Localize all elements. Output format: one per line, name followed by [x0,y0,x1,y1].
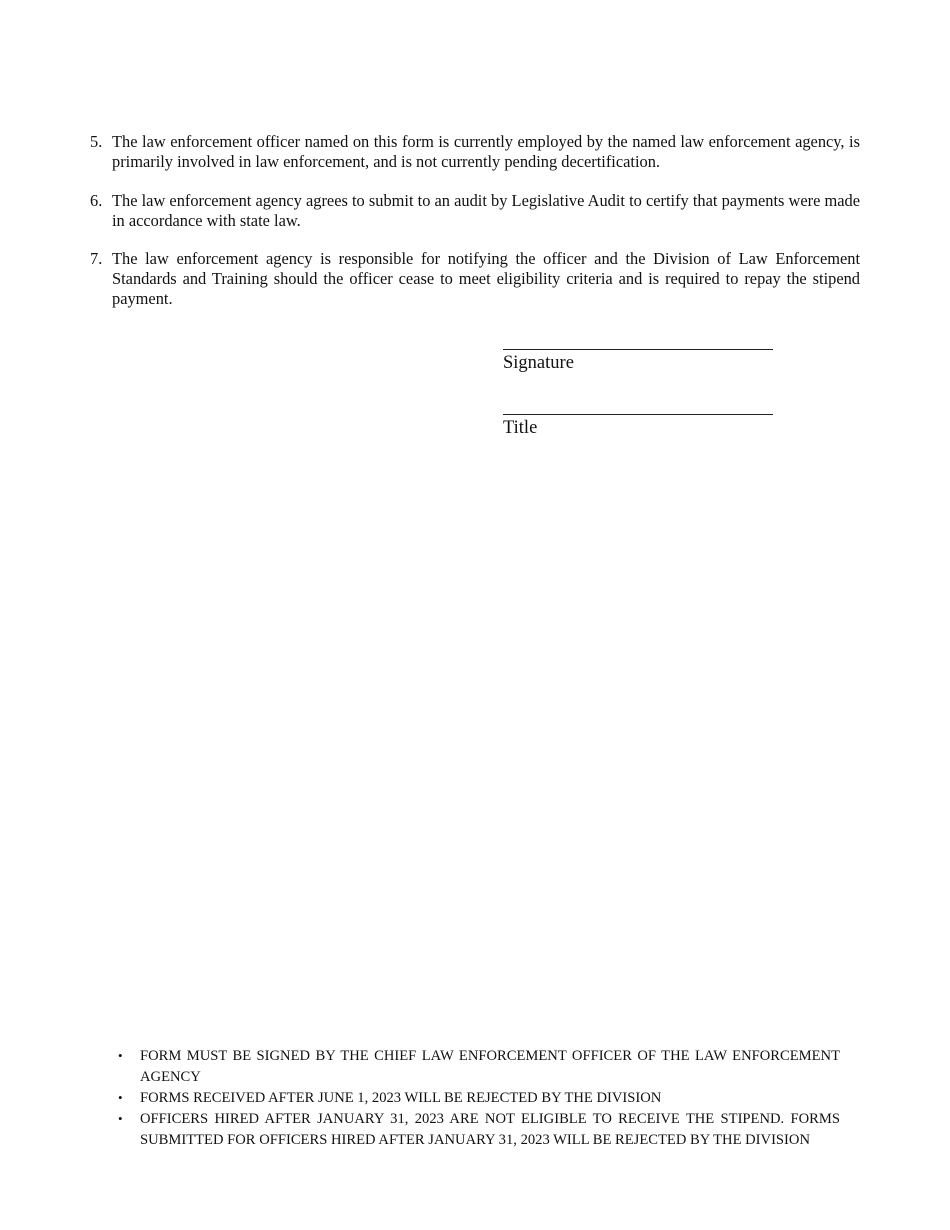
bullet-icon: • [118,1048,123,1063]
condition-text: The law enforcement officer named on this form is currently employed by the named law enforcement agency, is primarily involved in law enforcement, and is not currently pending decertification. [112,132,860,171]
condition-number: 5. [90,132,103,151]
note-item [118,1088,840,1109]
note-text: FORM MUST BE SIGNED BY THE CHIEF LAW ENFORCEMENT OFFICER OF THE LAW ENFORCEMENT AGENCY [140,1048,840,1085]
signature-label: Signature [503,353,574,373]
condition-item-5 [90,132,860,172]
condition-text: The law enforcement agency is responsible for notifying the officer and the Division of Law Enforcement Standards and Training should the officer cease to meet eligibility criteria and is required to repay the stipend payment. [112,249,860,308]
title-label: Title [503,418,538,438]
condition-item-6 [90,191,860,231]
condition-text: The law enforcement agency agrees to submit to an audit by Legislative Audit to certify that payments were made in accordance with state law. [112,190,860,230]
title-field [503,397,775,438]
signature-line[interactable] [503,332,773,350]
title-line[interactable] [503,397,773,415]
condition-number: 6. [90,190,103,210]
bullet-icon: • [118,1111,123,1127]
condition-number: 7. [90,249,103,268]
bullet-icon: • [118,1090,123,1106]
note-text: FORMS RECEIVED AFTER JUNE 1, 2023 WILL BE REJECTED BY THE DIVISION [140,1090,662,1107]
conditions-list [90,132,860,328]
note-item [118,1046,840,1088]
note-item [118,1109,840,1151]
signature-field [503,332,775,373]
note-text: OFFICERS HIRED AFTER JANUARY 31, 2023 ARE NOT ELIGIBLE TO RECEIVE THE STIPEND. FORMS SUBMITTED FOR OFFICERS HIRED AFTER JANUARY 31, 2023 WILL BE REJECTED BY THE DIVISION [140,1111,840,1149]
notes-list [118,1046,840,1151]
condition-item-7 [90,249,860,309]
